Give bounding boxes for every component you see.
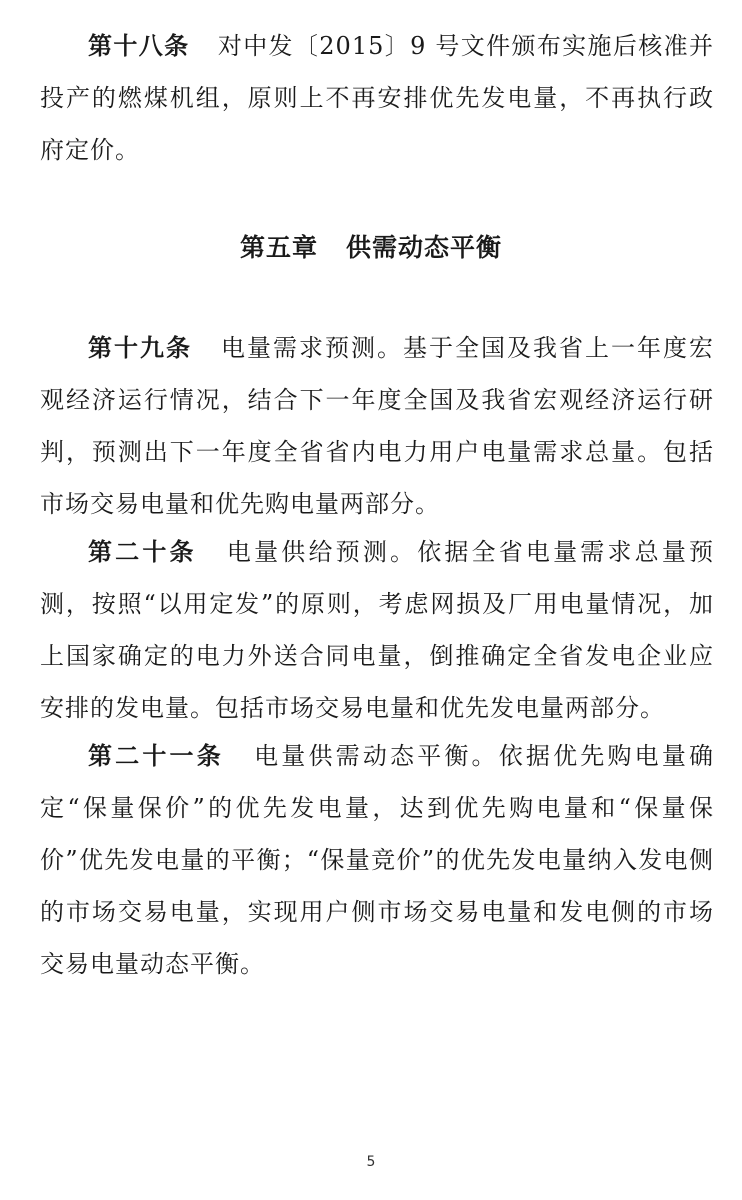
page-number: 5 [366, 1154, 376, 1170]
chapter-number: 第五章 [239, 233, 318, 262]
article-20 [40, 526, 714, 734]
article-21-number: 第二十一条 [88, 742, 224, 770]
article-20-number: 第二十条 [88, 538, 197, 566]
article-18-number: 第十八条 [88, 32, 190, 60]
article-19-number: 第十九条 [88, 334, 192, 362]
chapter-title: 供需动态平衡 [346, 233, 503, 262]
article-19-text: 电量需求预测。基于全国及我省上一年度宏观经济运行情况，结合下一年度全国及我省宏观经济运行研判，预测出下一年度全省省内电力用户电量需求总量。包括市场交易电量和优先购电量两部分。 [40, 334, 714, 518]
article-18-text: 对中发〔2015〕9 号文件颁布实施后核准并投产的燃煤机组，原则上不再安排优先发电量，不再执行政府定价。 [40, 32, 715, 164]
article-19 [40, 322, 714, 530]
article-20-text: 电量供给预测。依据全省电量需求总量预测，按照“以用定发”的原则，考虑网损及厂用电量情况，加上国家确定的电力外送合同电量，倒推确定全省发电企业应安排的发电量。包括市场交易电量和优先发电量两部分。 [40, 538, 715, 722]
article-18 [40, 20, 714, 176]
article-21 [40, 730, 714, 990]
article-21-text: 电量供需动态平衡。依据优先购电量确定“保量保价”的优先发电量，达到优先购电量和“保量保价”优先发电量的平衡；“保量竞价”的优先发电量纳入发电侧的市场交易电量，实现用户侧市场交易电量和发电侧的市场交易电量动态平衡。 [40, 742, 715, 978]
chapter-heading [0, 228, 742, 268]
